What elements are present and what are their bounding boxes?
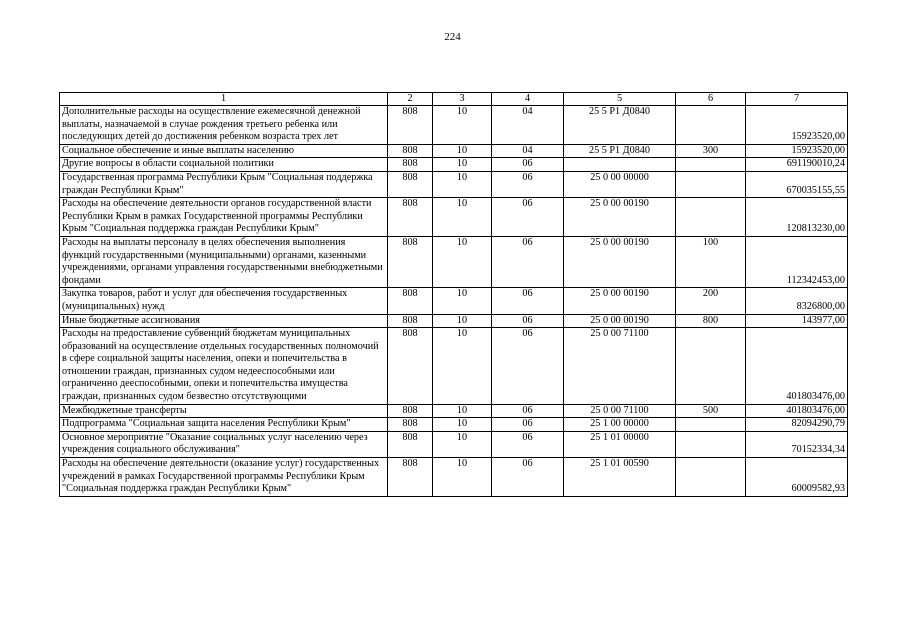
- cell-amount: 691190010,24: [746, 158, 848, 172]
- cell-section: 10: [433, 171, 492, 197]
- cell-section: 10: [433, 144, 492, 158]
- cell-name: Иные бюджетные ассигнования: [60, 314, 388, 328]
- cell-ministry: 808: [388, 314, 433, 328]
- cell-expense-type: [676, 431, 746, 457]
- cell-subsection: 06: [492, 328, 564, 405]
- column-header-4: 4: [492, 93, 564, 106]
- cell-name: Подпрограмма "Социальная защита населения Республики Крым": [60, 418, 388, 432]
- cell-name: Другие вопросы в области социальной политики: [60, 158, 388, 172]
- cell-subsection: 06: [492, 171, 564, 197]
- cell-expense-type: 800: [676, 314, 746, 328]
- cell-ministry: 808: [388, 158, 433, 172]
- cell-subsection: 06: [492, 198, 564, 237]
- table-row: [60, 328, 848, 405]
- cell-target-article: 25 1 01 00590: [564, 458, 676, 497]
- column-header-6: 6: [676, 93, 746, 106]
- cell-target-article: 25 0 00 00190: [564, 198, 676, 237]
- cell-amount: 401803476,00: [746, 328, 848, 405]
- cell-section: 10: [433, 314, 492, 328]
- table-row: [60, 418, 848, 432]
- cell-name: Государственная программа Республики Крым "Социальная поддержка граждан Республики Крым": [60, 171, 388, 197]
- cell-name: Межбюджетные трансферты: [60, 404, 388, 418]
- cell-amount: 120813230,00: [746, 198, 848, 237]
- cell-ministry: 808: [388, 458, 433, 497]
- table-row: [60, 158, 848, 172]
- cell-section: 10: [433, 288, 492, 314]
- cell-subsection: 04: [492, 106, 564, 145]
- column-header-2: 2: [388, 93, 433, 106]
- cell-expense-type: 500: [676, 404, 746, 418]
- cell-expense-type: [676, 106, 746, 145]
- column-header-5: 5: [564, 93, 676, 106]
- table-row: [60, 144, 848, 158]
- cell-target-article: 25 0 00 00190: [564, 288, 676, 314]
- cell-name: Расходы на предоставление субвенций бюджетам муниципальных образований на осуществление отдельных государственных полномочий в сфере социальной защиты населения, опеки и попечительства в отношении граждан, признанных судом недееспособными или ограниченно дееспособными, опеки и попечительства имущества граждан, признанных судом безвестно отсутствующими: [60, 328, 388, 405]
- cell-section: 10: [433, 106, 492, 145]
- cell-amount: 60009582,93: [746, 458, 848, 497]
- cell-amount: 8326800,00: [746, 288, 848, 314]
- cell-target-article: 25 0 00 00190: [564, 314, 676, 328]
- cell-section: 10: [433, 431, 492, 457]
- cell-name: Социальное обеспечение и иные выплаты населению: [60, 144, 388, 158]
- cell-name: Дополнительные расходы на осуществление ежемесячной денежной выплаты, назначаемой в случае рождения третьего ребенка или последующих детей до достижения ребенком возраста трех лет: [60, 106, 388, 145]
- cell-expense-type: 100: [676, 236, 746, 287]
- cell-target-article: 25 0 00 00000: [564, 171, 676, 197]
- cell-expense-type: [676, 418, 746, 432]
- cell-target-article: 25 5 P1 Д0840: [564, 106, 676, 145]
- cell-subsection: 04: [492, 144, 564, 158]
- column-header-1: 1: [60, 93, 388, 106]
- cell-expense-type: [676, 458, 746, 497]
- cell-section: 10: [433, 236, 492, 287]
- cell-name: Расходы на обеспечение деятельности органов государственной власти Республики Крым в рамках Государственной программы Республики Крым "Социальная поддержка граждан Республики Крым": [60, 198, 388, 237]
- cell-target-article: 25 0 00 00190: [564, 236, 676, 287]
- cell-amount: 15923520,00: [746, 106, 848, 145]
- page-number: 224: [444, 31, 461, 43]
- cell-section: 10: [433, 198, 492, 237]
- cell-amount: 82094290,79: [746, 418, 848, 432]
- cell-ministry: 808: [388, 404, 433, 418]
- table-row: [60, 288, 848, 314]
- cell-expense-type: 200: [676, 288, 746, 314]
- cell-ministry: 808: [388, 144, 433, 158]
- cell-subsection: 06: [492, 288, 564, 314]
- cell-section: 10: [433, 328, 492, 405]
- cell-subsection: 06: [492, 404, 564, 418]
- budget-table: [59, 92, 848, 497]
- cell-expense-type: 300: [676, 144, 746, 158]
- cell-ministry: 808: [388, 431, 433, 457]
- cell-name: Закупка товаров, работ и услуг для обеспечения государственных (муниципальных) нужд: [60, 288, 388, 314]
- cell-amount: 401803476,00: [746, 404, 848, 418]
- cell-expense-type: [676, 198, 746, 237]
- cell-subsection: 06: [492, 418, 564, 432]
- cell-section: 10: [433, 458, 492, 497]
- cell-target-article: 25 0 00 71100: [564, 328, 676, 405]
- table-row: [60, 171, 848, 197]
- cell-name: Расходы на выплаты персоналу в целях обеспечения выполнения функций государственными (муниципальными) органами, казенными учреждениями, органами управления государственными внебюджетными фондами: [60, 236, 388, 287]
- table-row: [60, 314, 848, 328]
- cell-ministry: 808: [388, 106, 433, 145]
- cell-target-article: 25 1 00 00000: [564, 418, 676, 432]
- cell-ministry: 808: [388, 198, 433, 237]
- table-row: [60, 106, 848, 145]
- table-row: [60, 404, 848, 418]
- cell-ministry: 808: [388, 418, 433, 432]
- cell-target-article: 25 5 P1 Д0840: [564, 144, 676, 158]
- table-header-row: [60, 93, 848, 106]
- cell-amount: 112342453,00: [746, 236, 848, 287]
- cell-expense-type: [676, 158, 746, 172]
- column-header-7: 7: [746, 93, 848, 106]
- cell-subsection: 06: [492, 236, 564, 287]
- cell-subsection: 06: [492, 458, 564, 497]
- cell-ministry: 808: [388, 328, 433, 405]
- column-header-3: 3: [433, 93, 492, 106]
- cell-section: 10: [433, 158, 492, 172]
- cell-section: 10: [433, 418, 492, 432]
- cell-amount: 70152334,34: [746, 431, 848, 457]
- table-row: [60, 236, 848, 287]
- cell-target-article: 25 1 01 00000: [564, 431, 676, 457]
- cell-section: 10: [433, 404, 492, 418]
- table-body: [60, 106, 848, 497]
- cell-name: Расходы на обеспечение деятельности (оказание услуг) государственных учреждений в рамках Государственной программы Республики Крым "Социальная поддержка граждан Республики Крым": [60, 458, 388, 497]
- cell-subsection: 06: [492, 431, 564, 457]
- cell-name: Основное мероприятие "Оказание социальных услуг населению через учреждения социального обслуживания": [60, 431, 388, 457]
- cell-ministry: 808: [388, 171, 433, 197]
- cell-subsection: 06: [492, 158, 564, 172]
- cell-subsection: 06: [492, 314, 564, 328]
- cell-target-article: 25 0 00 71100: [564, 404, 676, 418]
- cell-amount: 670035155,55: [746, 171, 848, 197]
- table-row: [60, 198, 848, 237]
- cell-amount: 143977,00: [746, 314, 848, 328]
- cell-ministry: 808: [388, 236, 433, 287]
- cell-ministry: 808: [388, 288, 433, 314]
- table-row: [60, 458, 848, 497]
- cell-amount: 15923520,00: [746, 144, 848, 158]
- cell-expense-type: [676, 171, 746, 197]
- table-row: [60, 431, 848, 457]
- cell-expense-type: [676, 328, 746, 405]
- cell-target-article: [564, 158, 676, 172]
